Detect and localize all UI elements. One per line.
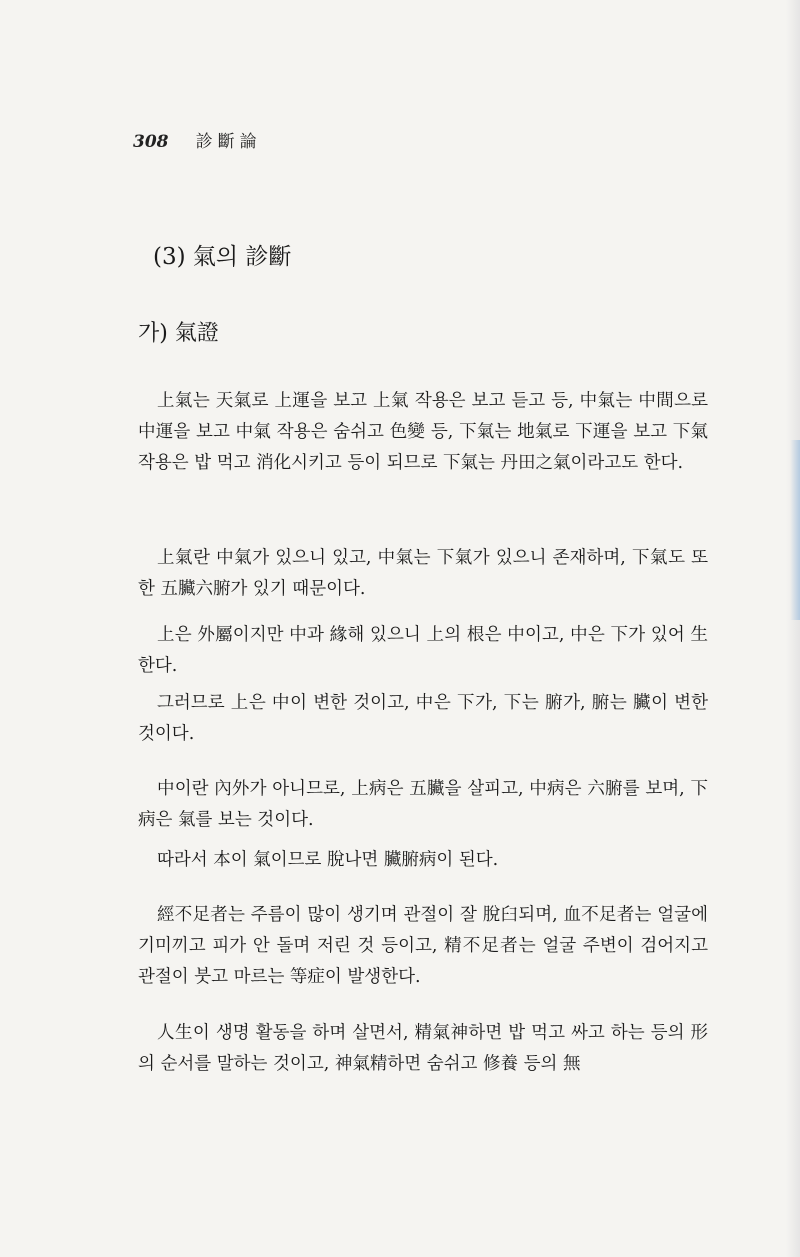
- page-edge-shadow: [786, 0, 800, 1257]
- paragraph-1: 上氣는 天氣로 上運을 보고 上氣 작용은 보고 듣고 등, 中氣는 中間으로 中運을 보고 中氣 작용은 숨쉬고 色變 등, 下氣는 地氣로 下運을 보고 下氣 작용은 밥 먹고 消化시키고 등이 되므로 下氣는 丹田之氣이라고도 한다.: [138, 391, 708, 473]
- paragraph-7: 經不足者는 주름이 많이 생기며 관절이 잘 脫臼되며, 血不足者는 얼굴에 기미끼고 피가 안 돌며 저린 것 등이고, 精不足者는 얼굴 주변이 검어지고 관절이 붓고 마르는 等症이 발생한다.: [138, 905, 708, 987]
- paragraph-3: 上은 外屬이지만 中과 緣해 있으니 上의 根은 中이고, 中은 下가 있어 生한다.: [138, 625, 708, 676]
- paragraph-2: 上氣란 中氣가 있으니 있고, 中氣는 下氣가 있으니 존재하며, 下氣도 또한 五臟六腑가 있기 때문이다.: [138, 548, 708, 599]
- paragraph-6: 따라서 本이 氣이므로 脫나면 臟腑病이 된다.: [157, 850, 499, 870]
- subsection-heading: 가) 氣證: [138, 321, 219, 346]
- running-title: 診斷論: [195, 132, 262, 152]
- section-heading: (3) 氣의 診斷: [153, 244, 292, 270]
- paragraph-4: 그러므로 上은 中이 변한 것이고, 中은 下가, 下는 腑가, 腑는 臟이 변한 것이다.: [138, 693, 708, 744]
- paragraph-8: 人生이 생명 활동을 하며 살면서, 精氣神하면 밥 먹고 싸고 하는 등의 形의 순서를 말하는 것이고, 神氣精하면 숨쉬고 修養 등의 無: [138, 1023, 708, 1074]
- page-number: 308: [133, 132, 169, 152]
- paragraph-5: 中이란 內外가 아니므로, 上病은 五臟을 살피고, 中病은 六腑를 보며, 下病은 氣를 보는 것이다.: [138, 779, 708, 830]
- running-head: [133, 127, 262, 152]
- page-edge-tint: [790, 440, 800, 620]
